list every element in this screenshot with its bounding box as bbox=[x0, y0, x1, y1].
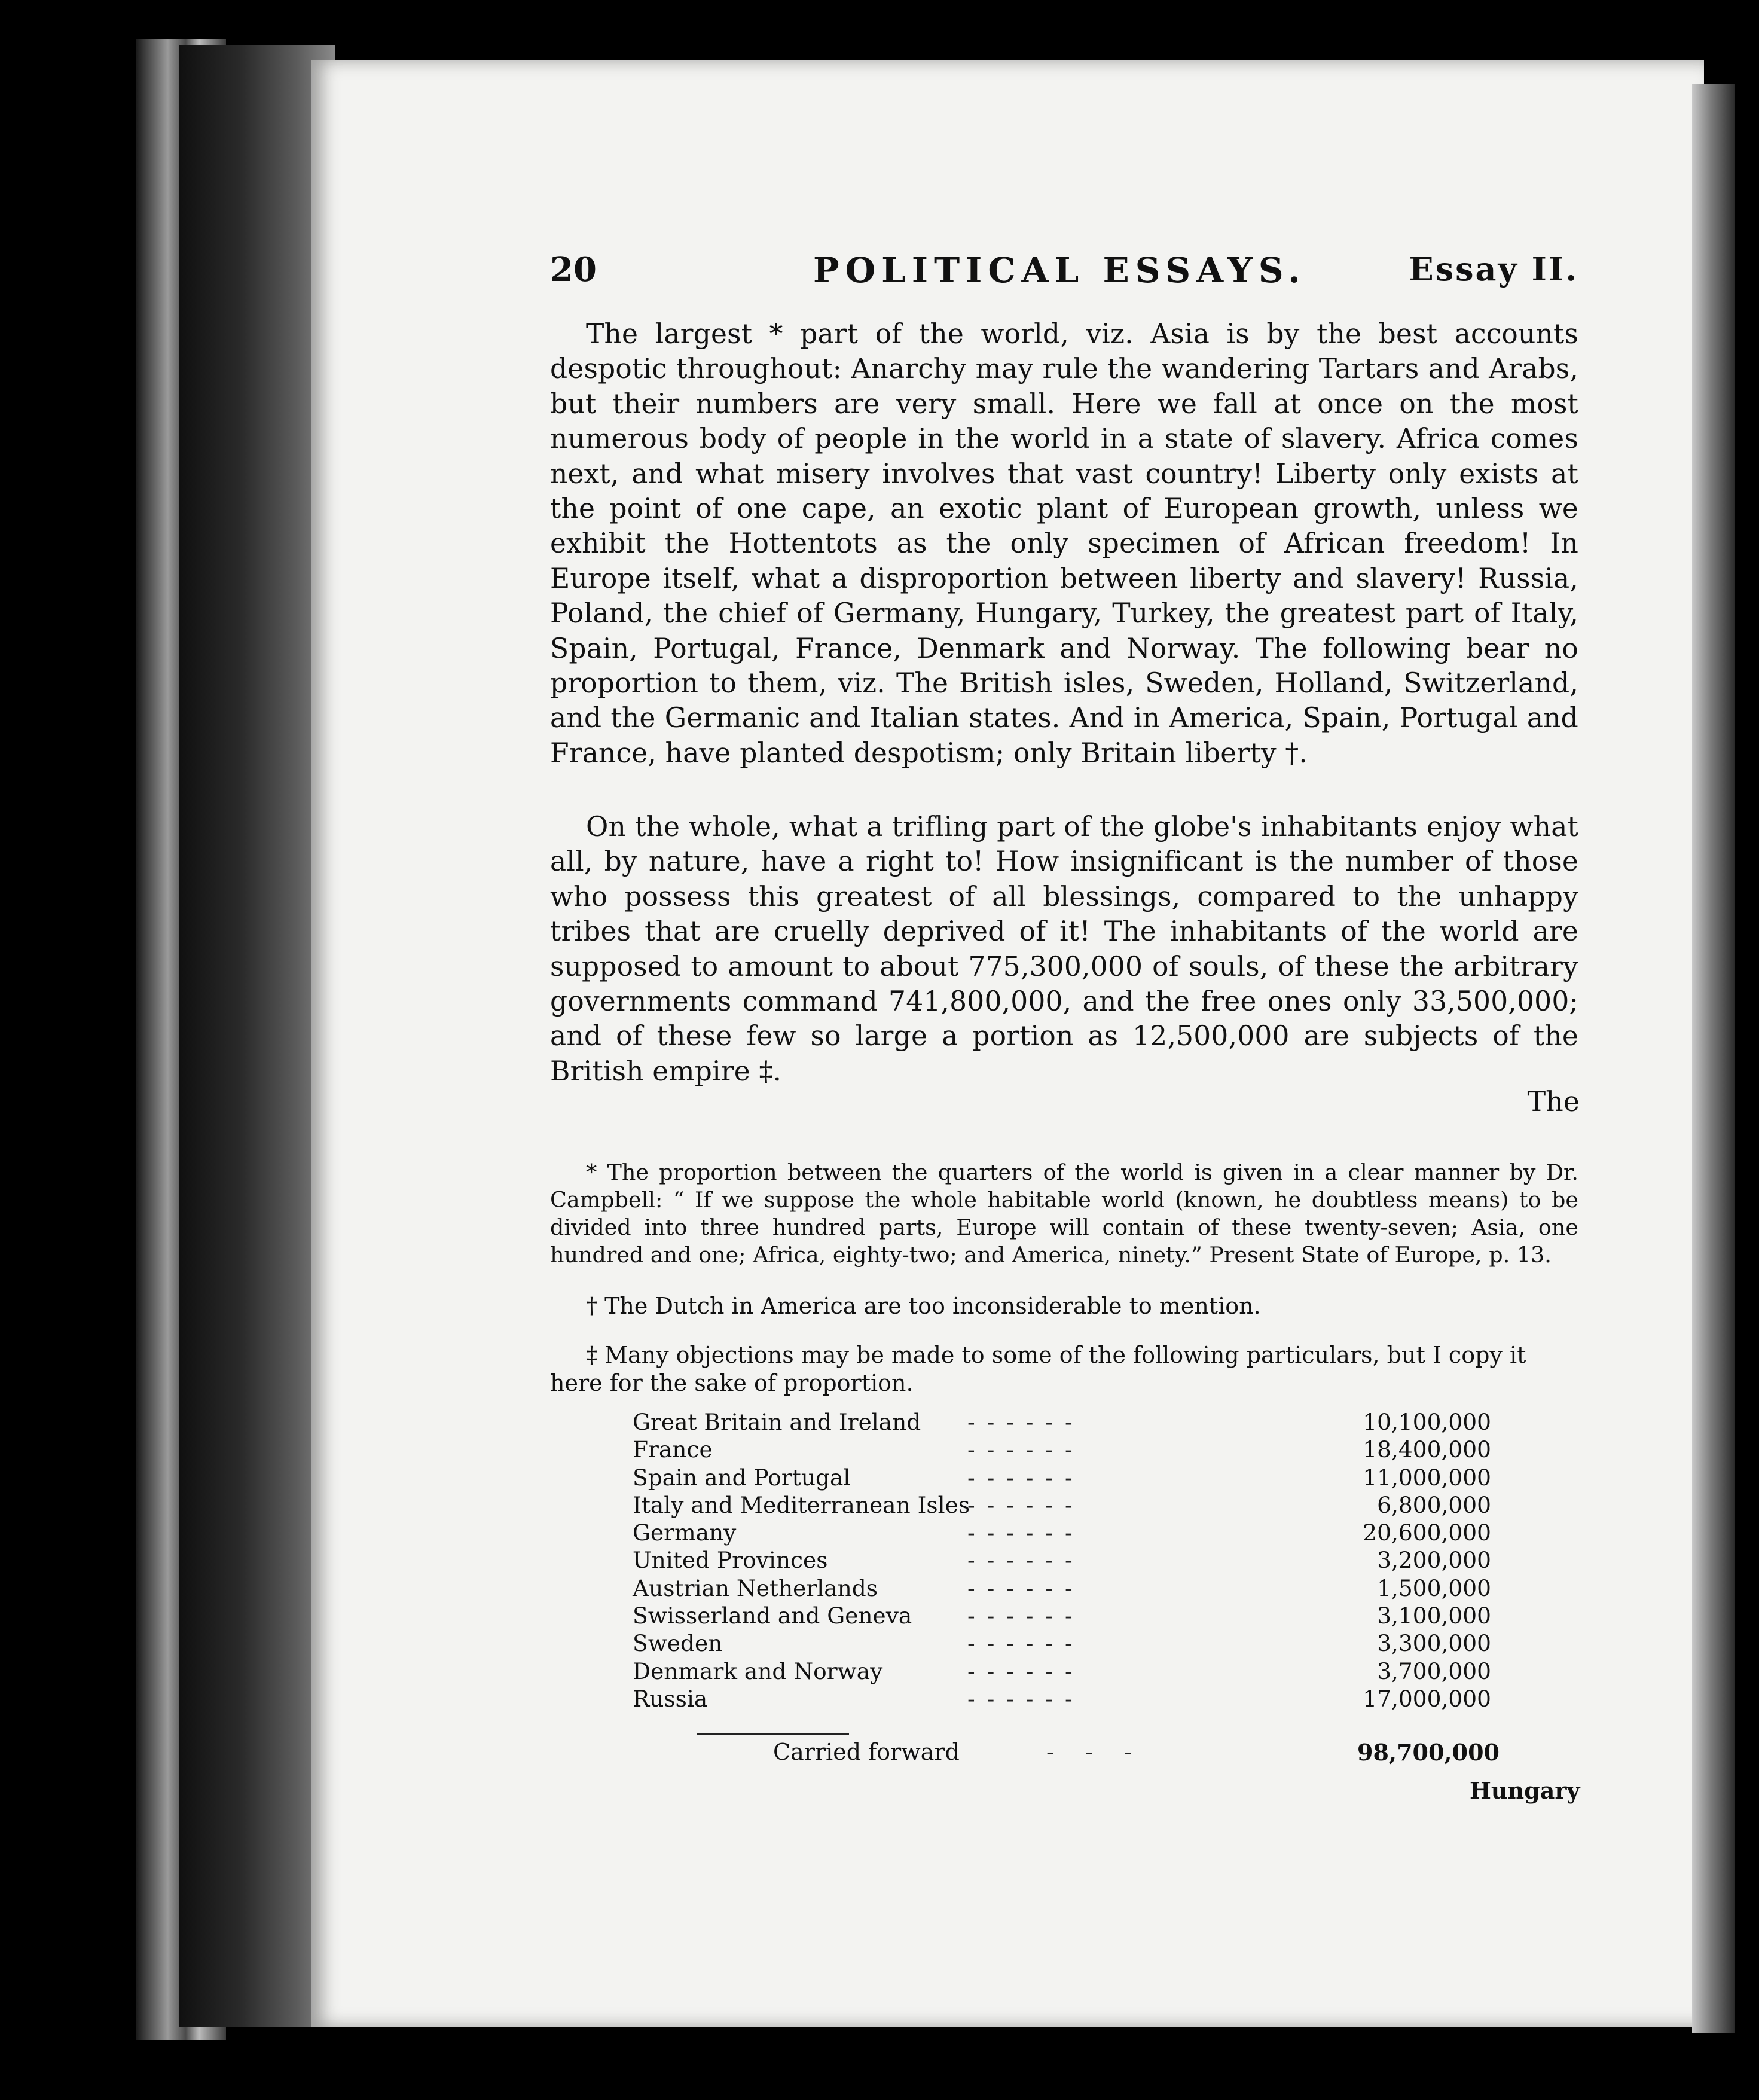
footnote-asterisk: * The proportion between the quarters of the world is given in a clear manner by Dr. Campbell: “ If we suppose the whole habitable world (known, he doubtless means) to be divided into three hundred parts, Europe will contain of these twenty-seven; Asia, one hundred and one; Africa, eighty-two; and America, ninety.” Present State of Europe, p. 13. bbox=[550, 1159, 1578, 1268]
leader-dashes: - - - - - - bbox=[967, 1436, 1075, 1463]
carried-forward-label: Carried forward bbox=[773, 1739, 960, 1765]
table-row bbox=[633, 1492, 1491, 1519]
running-title: POLITICAL ESSAYS. bbox=[813, 250, 1306, 291]
population-amount: 20,600,000 bbox=[1363, 1519, 1491, 1546]
table-row bbox=[633, 1630, 1491, 1658]
leader-dashes: - - - - - - bbox=[967, 1409, 1075, 1435]
table-row bbox=[633, 1519, 1491, 1547]
country-name: Denmark and Norway bbox=[633, 1658, 883, 1684]
leader-dashes: - - - - - - bbox=[967, 1658, 1075, 1684]
country-name: Sweden bbox=[633, 1630, 723, 1657]
table-row bbox=[633, 1658, 1491, 1686]
footnote-double-dagger: ‡ Many objections may be made to some of the following particulars, but I copy it here for the sake of proportion. bbox=[550, 1342, 1526, 1396]
leader-dashes: - - - - - - bbox=[967, 1685, 1075, 1712]
population-table bbox=[633, 1409, 1491, 1713]
country-name: Germany bbox=[633, 1519, 737, 1546]
population-amount: 18,400,000 bbox=[1363, 1436, 1491, 1463]
country-name: Italy and Mediterranean Isles bbox=[633, 1491, 970, 1518]
table-row bbox=[633, 1464, 1491, 1492]
body-paragraph-1: The largest * part of the world, viz. Asia is by the best accounts despotic throughout: Anarchy may rule the wandering Tartars and Arabs, but their numbers are very small. Here we fall at once on the most numerous body of people in the world in a state of slavery. Africa comes next, and what misery involves that vast country! Liberty only exists at the point of one cape, an exotic plant of European growth, unless we exhibit the Hottentots as the only specimen of African freedom! In Europe itself, what a disproportion between liberty and slavery! Russia, Poland, the chief of Germany, Hungary, Turkey, the greatest part of Italy, Spain, Portugal, France, Denmark and Norway. The following bear no proportion to them, viz. The British isles, Sweden, Holland, Switzerland, and the Germanic and Italian states. And in America, Spain, Portugal and France, have planted despotism; only Britain liberty †. bbox=[550, 318, 1578, 769]
country-name: Russia bbox=[633, 1685, 708, 1712]
body-paragraph-2: On the whole, what a trifling part of the globe's inhabitants enjoy what all, by nature, have a right to! How insignificant is the number of those who possess this greatest of all blessings, compared to the unhappy tribes that are cruelly deprived of it! The inhabitants of the world are supposed to amount to about 775,300,000 of souls, of these the arbitrary governments command 741,800,000, and the free ones only 33,500,000; and of these few so large a portion as 12,500,000 are subjects of the British empire ‡. bbox=[550, 811, 1578, 1087]
leader-dashes: - - - - - - bbox=[967, 1464, 1075, 1491]
sum-rule bbox=[697, 1733, 849, 1735]
page-number: 20 bbox=[550, 250, 597, 289]
country-name: Great Britain and Ireland bbox=[633, 1409, 921, 1435]
table-row bbox=[633, 1409, 1491, 1436]
footnote-dagger: † The Dutch in America are too inconsiderable to mention. bbox=[586, 1293, 1261, 1319]
table-row bbox=[633, 1575, 1491, 1603]
population-amount: 1,500,000 bbox=[1377, 1574, 1491, 1601]
leader-dashes: - - - - - - bbox=[967, 1603, 1075, 1629]
leader-dashes: - - - - - - bbox=[967, 1519, 1075, 1546]
population-amount: 3,100,000 bbox=[1377, 1603, 1491, 1629]
country-name: France bbox=[633, 1436, 713, 1463]
carried-forward-amount: 98,700,000 bbox=[1357, 1739, 1500, 1766]
country-name: Austrian Netherlands bbox=[633, 1574, 878, 1601]
leader-dashes: - - - - - - bbox=[967, 1491, 1075, 1518]
country-name: United Provinces bbox=[633, 1547, 828, 1574]
country-name: Swisserland and Geneva bbox=[633, 1603, 912, 1629]
scan-page-edge-right bbox=[1692, 84, 1735, 2033]
table-row bbox=[633, 1686, 1491, 1713]
table-row bbox=[633, 1603, 1491, 1630]
table-row bbox=[633, 1436, 1491, 1464]
population-amount: 3,300,000 bbox=[1377, 1630, 1491, 1657]
population-amount: 6,800,000 bbox=[1377, 1491, 1491, 1518]
population-amount: 10,100,000 bbox=[1363, 1409, 1491, 1435]
leader-dashes: - - - - - - bbox=[967, 1547, 1075, 1574]
catchword: The bbox=[1527, 1085, 1580, 1118]
table-row bbox=[633, 1547, 1491, 1574]
leader-dashes: - - - - - - bbox=[967, 1630, 1075, 1657]
population-amount: 3,700,000 bbox=[1377, 1658, 1491, 1684]
population-amount: 17,000,000 bbox=[1363, 1685, 1491, 1712]
leader-dashes: - - - bbox=[1046, 1739, 1144, 1765]
leader-dashes: - - - - - - bbox=[967, 1574, 1075, 1601]
population-amount: 11,000,000 bbox=[1363, 1464, 1491, 1491]
country-name: Spain and Portugal bbox=[633, 1464, 851, 1491]
population-amount: 3,200,000 bbox=[1377, 1547, 1491, 1574]
running-header bbox=[550, 250, 1578, 298]
essay-label: Essay II. bbox=[1409, 250, 1578, 288]
bottom-catchword: Hungary bbox=[1470, 1777, 1580, 1804]
